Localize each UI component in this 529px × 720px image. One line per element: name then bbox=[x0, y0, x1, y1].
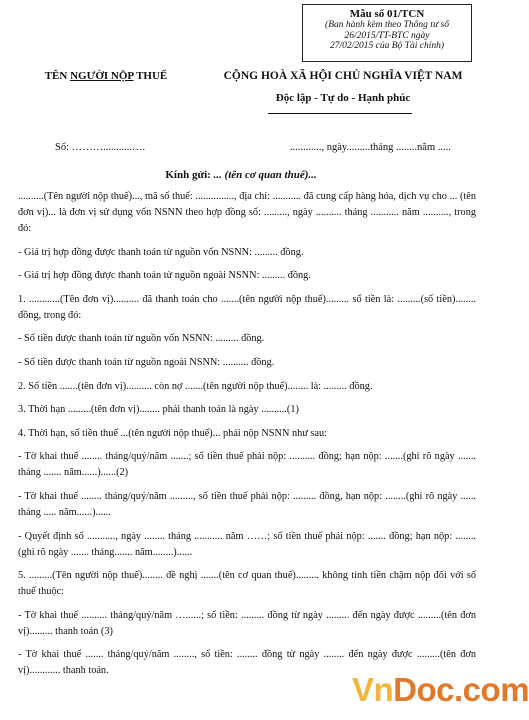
form-issuance-note-line-2: 26/2015/TT-BTC ngày bbox=[344, 30, 430, 41]
contract-value-nsnn: - Giá trị hợp đồng được thanh toán từ nguồn vốn NSNN: ......... đồng. bbox=[18, 246, 304, 258]
taxpayer-heading-suffix: THUẾ bbox=[133, 70, 168, 82]
section-5-late-fee-request: 5. .........(Tên người nộp thuế)........ đề nghị .......(tên cơ quan thuế)......... không tính tiền chậm nộp đối với số thuế thuộc: bbox=[18, 570, 476, 598]
watermark-part-1: Vn bbox=[352, 671, 394, 708]
late-fee-return-item-2: - Tờ khai thuế ....... tháng/quý/năm ........, số tiền: ........ đồng từ ngày ........ đến ngày được .........(tên đơn vị)............ thanh toán. bbox=[18, 649, 476, 677]
taxpayer-heading-prefix: TÊN bbox=[44, 70, 71, 82]
section-3-payment-deadline: 3. Thời hạn .........(tên đơn vị)........ phải thanh toán là ngày ..........(1) bbox=[18, 404, 299, 416]
document-date-line: ............, ngày.........tháng ........năm ..... bbox=[290, 142, 451, 153]
document-number-line: Số: ………...........…. bbox=[55, 142, 146, 153]
country-heading: CỘNG HOÀ XÃ HỘI CHỦ NGHĨA VIỆT NAM bbox=[223, 70, 463, 82]
tax-return-item-1: - Tờ khai thuế ........ tháng/quý/năm .......; số tiền thuế phải nộp: .......... đồng; hạn nộp: .......(ghi rõ ngày ....... tháng ....... năm......)......(2) bbox=[18, 451, 476, 479]
form-number-box bbox=[302, 4, 472, 62]
late-fee-return-item-1: - Tờ khai thuế .......... tháng/quý/năm …......; số tiền: ......... đồng từ ngày ......... đến ngày được .........(tên đơn vị)......... thanh toán (3) bbox=[18, 609, 476, 637]
letter-body bbox=[18, 189, 476, 687]
contract-value-non-nsnn: - Giá trị hợp đồng được thanh toán từ nguồn ngoài NSNN: ......... đồng. bbox=[18, 270, 311, 282]
paid-from-non-nsnn: - Số tiền được thanh toán từ nguồn ngoài NSNN: .......... đồng. bbox=[18, 356, 275, 368]
section-4-tax-deadlines: 4. Thời hạn, số tiền thuế ...(tên người nộp thuế)... phải nộp NSNN như sau: bbox=[18, 427, 327, 439]
form-issuance-note-line-3: 27/02/2015 của Bộ Tài chính) bbox=[330, 41, 444, 51]
addressee-placeholder: ... (tên cơ quan thuế)... bbox=[213, 169, 317, 181]
form-number-title: Mẫu số 01/TCN bbox=[349, 8, 425, 20]
tax-return-item-2: - Tờ khai thuế ........ tháng/quý/năm ........., số tiền thuế phải nộp: ......... đồng, hạn nộp: ........(ghi rõ ngày ...... tháng ..... năm......)...... bbox=[18, 490, 476, 518]
taxpayer-heading-underlined: NGƯỜI NỘP bbox=[70, 70, 134, 82]
paid-from-nsnn: - Số tiền được thanh toán từ nguồn vốn NSNN: ......... đồng. bbox=[18, 333, 265, 345]
watermark-part-2: Doc.com bbox=[393, 671, 529, 708]
addressee-line bbox=[0, 169, 482, 181]
taxpayer-name-heading bbox=[26, 70, 186, 82]
form-issuance-note-line-1: (Ban hành kèm theo Thông tư số bbox=[325, 20, 449, 30]
motto-underline bbox=[268, 113, 412, 114]
national-motto: Độc lập - Tự do - Hạnh phúc bbox=[275, 92, 411, 104]
vndoc-watermark-logo bbox=[352, 671, 529, 717]
tax-decision-item: - Quyết định số ..........., ngày ........ tháng ........... năm ……; số tiền thuế phải nộp: ....... đồng; hạn nộp: ........(ghi rõ ngày ....... tháng....... năm........)...... bbox=[18, 530, 476, 558]
intro-paragraph: ..........(Tên người nộp thuế)..., mã số thuế: ..............., địa chỉ: ........... đã cung cấp hàng hóa, dịch vụ cho ... (tên đơn vị)... là đơn vị sử dụng vốn NSNN theo hợp đồng số: ........., ngày .......... tháng ........... năm .........., trong đó: bbox=[18, 191, 476, 234]
section-2-outstanding-amount: 2. Số tiền .......(tên đơn vị).......... còn nợ .......(tên người nộp thuế)........ là: ......... đồng. bbox=[18, 380, 373, 392]
section-1-paid-amount: 1. ............(Tên đơn vị).......... đã thanh toán cho .......(tên người nộp thuế)......... số tiền là: .........(số tiền)........ đồng, trong đó: bbox=[18, 293, 476, 321]
addressee-prefix: Kính gửi: bbox=[165, 169, 214, 181]
